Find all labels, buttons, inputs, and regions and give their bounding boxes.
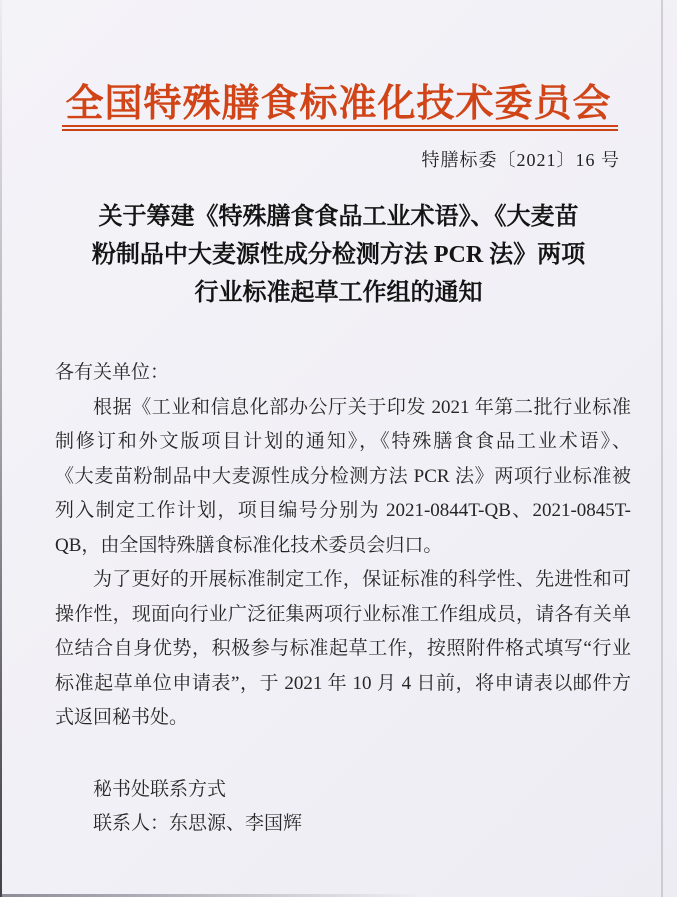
paragraph-2-line: 为了更好的开展标准制定工作，保证标准的科学性、先进性和可 xyxy=(93,569,631,590)
org-title: 全国特殊膳食标准化技术委员会 xyxy=(65,83,612,125)
contact-heading: 秘书处联系方式 xyxy=(93,778,227,800)
salutation: 各有关单位： xyxy=(55,362,170,383)
notice-title-line: 关于筹建《特殊膳食食品工业术语》、《大麦苗 xyxy=(98,204,579,230)
header-divider-line xyxy=(62,125,618,131)
paragraph-1-line: 《大麦苗粉制品中大麦源性成分检测方法 PCR 法》两项行业标准被 xyxy=(55,465,631,487)
paragraph-1-line: 列入制定工作计划，项目编号分别为 2021-0844T-QB、2021-0845T- xyxy=(55,500,631,521)
paragraph-1-line: QB，由全国特殊膳食标准化技术委员会归口。 xyxy=(55,534,443,556)
paragraph-2-line: 标准起草单位申请表”，于 2021 年 10 月 4 日前，将申请表以邮件方 xyxy=(55,672,631,694)
scan-edge-left xyxy=(0,0,2,897)
document-number: 特膳标委〔2021〕16 号 xyxy=(421,150,620,170)
notice-title-line: 粉制品中大麦源性成分检测方法 PCR 法》两项 xyxy=(91,242,586,268)
paragraph-2-line: 位结合自身优势，积极参与标准起草工作，按照附件格式填写“行业 xyxy=(55,638,631,659)
paragraph-1-line: 制修订和外文版项目计划的通知》，《特殊膳食食品工业术语》、 xyxy=(55,431,631,452)
paragraph-2-line: 式返回秘书处。 xyxy=(55,707,189,728)
scan-edge-right xyxy=(661,0,663,897)
contact-person: 联系人：东思源、李国辉 xyxy=(93,813,303,834)
notice-title xyxy=(28,198,649,312)
notice-title-line: 行业标准起草工作组的通知 xyxy=(194,280,483,306)
document-body xyxy=(55,356,631,842)
paragraph-2-line: 操作性，现面向行业广泛征集两项行业标准工作组成员，请各有关单 xyxy=(55,603,631,625)
paragraph-1-line: 根据《工业和信息化部办公厅关于印发 2021 年第二批行业标准 xyxy=(93,396,631,418)
